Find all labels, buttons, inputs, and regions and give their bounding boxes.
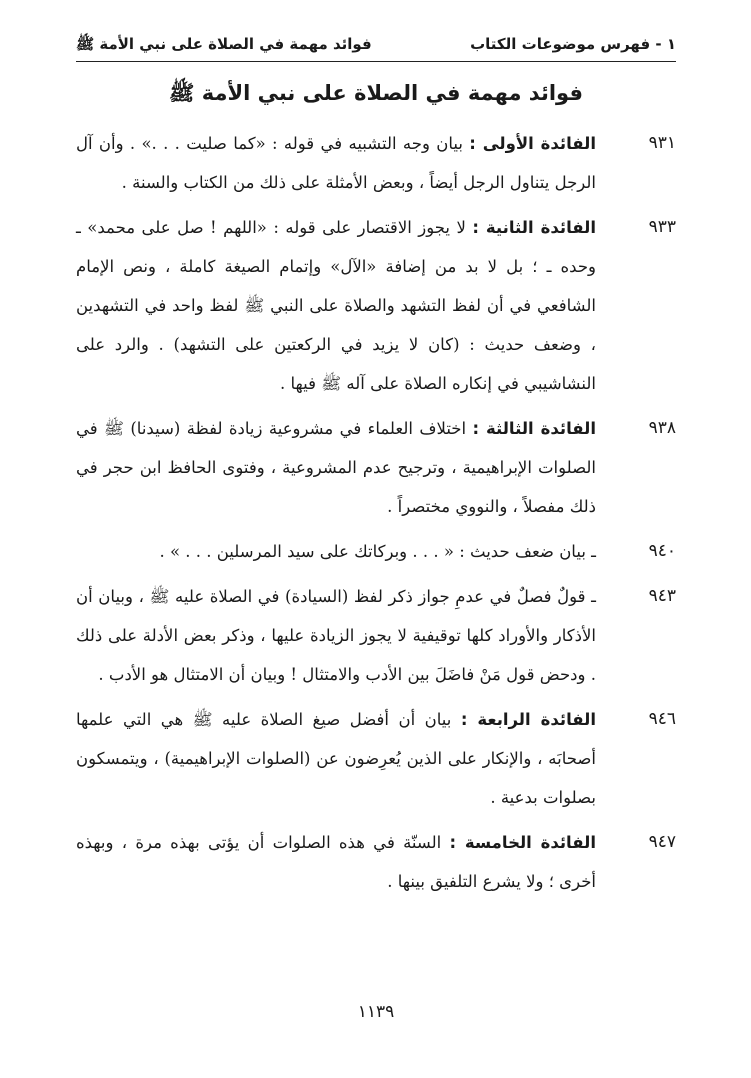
section-title: فوائد مهمة في الصلاة على نبي الأمة ﷺ — [169, 81, 583, 105]
running-header — [76, 30, 676, 58]
index-entry — [76, 700, 676, 817]
index-entry — [76, 823, 676, 901]
index-entry — [76, 124, 676, 202]
index-entry — [76, 532, 676, 571]
entry-text: بيان أن أفضل صيغ الصلاة عليه ﷺ هي التي علمها أصحابَه ، والإنكار على الذين يُعرِضون عن (الصلوات الإبراهيمية) ، ويتمسكون بصلوات بدعية . — [76, 710, 596, 807]
entry-text: السنّة في هذه الصلوات أن يؤتى بهذه مرة ، وبهذه أخرى ؛ ولا يشرع التلفيق بينها . — [76, 833, 596, 891]
entry-text: بيان وجه التشبيه في قوله : «كما صليت . . .» . وأن آل الرجل يتناول الرجل أيضاً ، وبعض الأمثلة على ذلك من الكتاب والسنة . — [76, 134, 596, 192]
index-entries — [76, 124, 676, 907]
entry-page-number: ٩٤٧ — [648, 832, 676, 852]
entry-body — [76, 577, 596, 694]
index-entry — [76, 409, 676, 526]
entry-text: اختلاف العلماء في مشروعية زيادة لفظة (سيدنا) ﷺ في الصلوات الإبراهيمية ، وترجيح عدم المشروعية ، وفتوى الحافظ ابن حجر في ذلك مفصلاً ، والنووي مختصراً . — [76, 419, 596, 516]
entry-lead: الفائدة الثانية : — [472, 218, 596, 237]
entry-lead: الفائدة الثالثة : — [472, 419, 596, 438]
page-number: ١١٣٩ — [357, 1002, 395, 1022]
running-title: فوائد مهمة في الصلاة على نبي الأمة ﷺ — [76, 35, 372, 53]
entry-text: ـ بيان ضعف حديث : « . . . وبركاتك على سيد المرسلين . . . » . — [159, 542, 596, 561]
entry-body — [76, 208, 596, 403]
entry-lead: الفائدة الخامسة : — [449, 833, 596, 852]
entry-page-number: ٩٣٣ — [648, 217, 676, 237]
entry-page-number: ٩٤٣ — [648, 586, 676, 606]
entry-page-number: ٩٤٦ — [648, 709, 676, 729]
entry-lead: الفائدة الأولى : — [469, 134, 596, 153]
entry-body — [76, 823, 596, 901]
index-entry — [76, 577, 676, 694]
entry-text: ـ قولٌ فصلٌ في عدمِ جواز ذكر لفظ (السيادة) في الصلاة عليه ﷺ ، وبيان أن الأذكار والأوراد كلها توقيفية لا يجوز الزيادة عليها ، وذكر بعض الأدلة على ذلك . ودحض قول مَنْ فاضَلَ بين الأدب والامتثال ! وبيان أن الامتثال هو الأدب . — [76, 587, 596, 684]
index-entry — [76, 208, 676, 403]
book-page — [76, 30, 676, 1040]
entry-text: لا يجوز الاقتصار على قوله : «اللهم ! صل على محمد» ـ وحده ـ ؛ بل لا بد من إضافة «الآل» وإتمام الصيغة كاملة ، ونص الإمام الشافعي في أن لفظ التشهد والصلاة على النبي ﷺ لفظ واحد في التشهدين ، وضعف حديث : (كان لا يزيد في الركعتين على التشهد) . والرد على النشاشيبي في إنكاره الصلاة على آله ﷺ فيها . — [76, 218, 596, 393]
entry-page-number: ٩٣٨ — [648, 418, 676, 438]
entry-page-number: ٩٣١ — [648, 133, 676, 153]
entry-page-number: ٩٤٠ — [648, 541, 676, 561]
entry-lead: الفائدة الرابعة : — [460, 710, 597, 729]
header-rule — [76, 61, 676, 62]
entry-body — [76, 700, 596, 817]
entry-body — [76, 124, 596, 202]
entry-body — [76, 532, 596, 571]
chapter-heading: ١ - فهرس موضوعات الكتاب — [470, 35, 676, 53]
entry-body — [76, 409, 596, 526]
